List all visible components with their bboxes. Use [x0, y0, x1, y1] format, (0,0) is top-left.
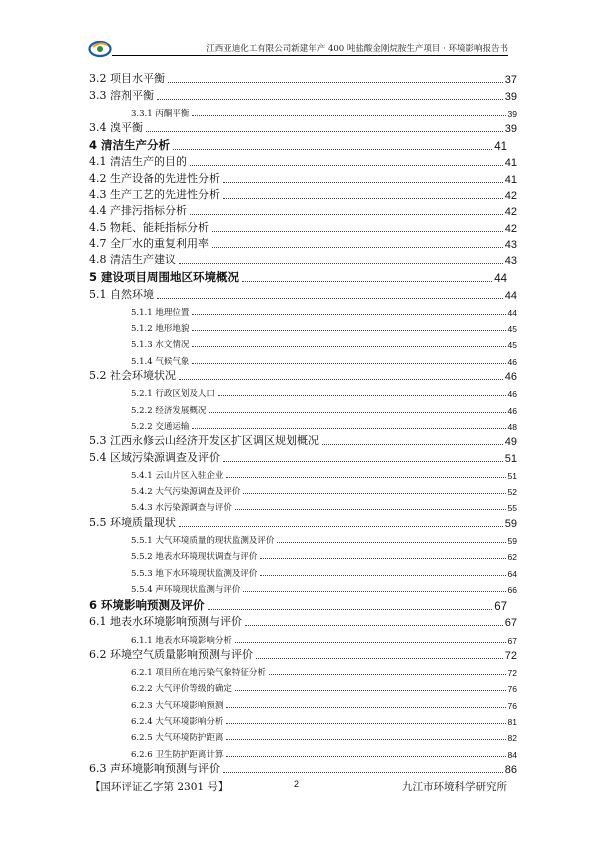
toc-entry-title: 4.2 生产设备的先进性分析 — [89, 171, 220, 185]
toc-entry[interactable] — [89, 103, 517, 119]
toc-entry-page: 72 — [504, 649, 517, 662]
toc-entry-title: 5.2.2 经济发展概况 — [131, 405, 207, 416]
toc-entry-page: 44 — [504, 289, 517, 302]
toc-entry-title: 6.2 环境空气质量影响预测与评价 — [89, 647, 253, 661]
toc-entry-title: 6.2.2 大气评价等级的确定 — [131, 684, 232, 695]
toc-entry-title: 5.1.2 地形地貌 — [131, 324, 190, 335]
toc-dot-leader — [223, 198, 503, 199]
toc-entry[interactable] — [89, 530, 517, 546]
header-title: 江西亚迪化工有限公司新建年产 400 吨盐酸金刚烷胺生产项目 · 环境影响报告书 — [206, 44, 508, 54]
toc-entry-title: 5 建设项目周围地区环境概况 — [89, 270, 240, 285]
toc-dot-leader — [192, 330, 505, 331]
toc-entry-title: 3.2 项目水平衡 — [89, 72, 165, 86]
toc-entry-title: 5.2.1 行政区划及人口 — [131, 389, 215, 400]
toc-entry-title: 5.5 环境质量现状 — [89, 515, 176, 529]
toc-entry[interactable] — [89, 235, 517, 251]
toc-dot-leader — [192, 363, 505, 364]
toc-entry-page: 44 — [494, 273, 507, 286]
toc-entry-title: 5.4.3 水污染源调查与评价 — [131, 503, 232, 514]
toc-entry[interactable] — [89, 318, 517, 334]
toc-entry-page: 42 — [504, 222, 517, 235]
toc-dot-leader — [157, 298, 503, 299]
toc-entry-page: 81 — [507, 716, 517, 727]
company-logo-icon — [88, 38, 112, 60]
toc-entry-title: 6.2.1 项目所在地污染气象特征分析 — [131, 668, 266, 679]
toc-entry[interactable] — [89, 302, 517, 318]
toc-entry-page: 55 — [507, 503, 517, 514]
toc-entry-page: 62 — [507, 552, 517, 563]
toc-entry-page: 41 — [504, 173, 517, 186]
toc-entry[interactable] — [89, 416, 517, 432]
toc-entry[interactable] — [89, 334, 517, 350]
toc-entry-page: 45 — [507, 340, 517, 351]
toc-entry[interactable] — [89, 86, 517, 102]
toc-dot-leader — [212, 247, 503, 248]
page-number: 2 — [294, 779, 300, 789]
toc-entry-title: 5.1.1 地理位置 — [131, 307, 190, 318]
toc-dot-leader — [269, 674, 506, 675]
toc-dot-leader — [277, 542, 505, 543]
toc-entry-title: 3.4 溴平衡 — [89, 121, 143, 135]
toc-entry[interactable] — [89, 432, 517, 448]
toc-entry-page: 42 — [504, 190, 517, 203]
toc-entry-page: 52 — [507, 487, 517, 498]
toc-entry-title: 4.8 清洁生产建议 — [89, 253, 176, 267]
toc-entry[interactable] — [89, 465, 517, 481]
toc-entry-page: 86 — [504, 763, 517, 776]
toc-entry-title: 4.3 生产工艺的先进性分析 — [89, 188, 220, 202]
toc-entry-page: 49 — [504, 436, 517, 449]
toc-entry[interactable] — [89, 481, 517, 497]
toc-entry-title: 5.4.2 大气污染源调查及评价 — [131, 487, 241, 498]
toc-entry-page: 46 — [507, 356, 517, 367]
toc-dot-leader — [190, 165, 503, 166]
toc-entry[interactable] — [89, 727, 517, 743]
page-header — [88, 38, 508, 60]
toc-entry-page: 43 — [504, 238, 517, 251]
toc-dot-leader — [235, 642, 506, 643]
toc-entry-title: 6.1 地表水环境影响预测与评价 — [89, 615, 242, 629]
toc-dot-leader — [322, 444, 503, 445]
toc-entry[interactable] — [89, 350, 517, 366]
toc-entry[interactable] — [89, 383, 517, 399]
toc-dot-leader — [226, 723, 505, 724]
toc-entry[interactable] — [89, 135, 517, 153]
toc-entry[interactable] — [89, 285, 517, 301]
toc-dot-leader — [179, 379, 503, 380]
toc-entry-title: 5.1 自然环境 — [89, 287, 154, 301]
toc-dot-leader — [235, 509, 506, 510]
toc-entry-page: 39 — [504, 90, 517, 103]
toc-dot-leader — [235, 690, 506, 691]
toc-entry[interactable] — [89, 613, 517, 629]
toc-dot-leader — [209, 412, 505, 413]
toc-dot-leader — [192, 314, 505, 315]
toc-entry-title: 5.5.2 地表水环境现状调查与评价 — [131, 552, 258, 563]
toc-dot-leader — [173, 149, 492, 150]
toc-entry[interactable] — [89, 70, 517, 86]
toc-dot-leader — [218, 395, 506, 396]
toc-entry-title: 4 清洁生产分析 — [89, 138, 171, 153]
toc-entry[interactable] — [89, 267, 517, 285]
toc-dot-leader — [260, 558, 505, 559]
toc-entry-title: 6.2.5 大气环境防护距离 — [131, 733, 224, 744]
toc-entry[interactable] — [89, 218, 517, 234]
toc-entry-title: 6.2.3 大气环境影响预测 — [131, 700, 224, 711]
toc-entry[interactable] — [89, 760, 517, 776]
toc-entry-page: 64 — [507, 568, 517, 579]
toc-entry[interactable] — [89, 251, 517, 267]
toc-entry[interactable] — [89, 119, 517, 135]
toc-dot-leader — [190, 214, 503, 215]
toc-entry-page: 59 — [504, 517, 517, 530]
toc-dot-leader — [212, 231, 503, 232]
toc-entry-page: 66 — [507, 584, 517, 595]
toc-entry[interactable] — [89, 399, 517, 415]
footer-certificate: 【国环评证乙字第 2301 号】 — [90, 781, 229, 793]
toc-dot-leader — [226, 739, 505, 740]
toc-entry-title: 4.4 产排污指标分析 — [89, 204, 187, 218]
toc-entry-page: 43 — [504, 255, 517, 268]
toc-entry-page: 76 — [507, 684, 517, 695]
toc-entry-title: 5.3 江西永修云山经济开发区扩区调区规划概况 — [89, 434, 319, 448]
toc-dot-leader — [223, 461, 503, 462]
toc-dot-leader — [157, 99, 503, 100]
toc-entry-page: 51 — [507, 470, 517, 481]
toc-entry[interactable] — [89, 646, 517, 662]
toc-entry[interactable] — [89, 562, 517, 578]
toc-entry[interactable] — [89, 367, 517, 383]
toc-entry-title: 5.1.3 水文情况 — [131, 340, 190, 351]
toc-dot-leader — [245, 625, 503, 626]
toc-entry-title: 4.7 全厂水的重复利用率 — [89, 236, 209, 250]
toc-entry-title: 4.1 清洁生产的目的 — [89, 155, 187, 169]
table-of-contents — [89, 70, 517, 776]
toc-entry-page: 42 — [504, 206, 517, 219]
header-divider — [112, 55, 508, 56]
toc-dot-leader — [192, 346, 505, 347]
toc-entry-title: 6 环境影响预测及评价 — [89, 597, 205, 612]
toc-dot-leader — [226, 477, 505, 478]
toc-entry[interactable] — [89, 694, 517, 710]
toc-entry-page: 45 — [507, 324, 517, 335]
toc-entry-page: 67 — [504, 617, 517, 630]
toc-entry[interactable] — [89, 448, 517, 464]
toc-entry[interactable] — [89, 662, 517, 678]
toc-dot-leader — [242, 281, 492, 282]
toc-entry[interactable] — [89, 513, 517, 529]
toc-entry-page: 46 — [507, 405, 517, 416]
toc-entry-title: 3.3.1 丙酮平衡 — [131, 108, 190, 119]
toc-entry[interactable] — [89, 678, 517, 694]
toc-dot-leader — [168, 82, 503, 83]
toc-entry[interactable] — [89, 711, 517, 727]
toc-entry-page: 51 — [504, 452, 517, 465]
toc-entry-page: 67 — [507, 635, 517, 646]
toc-entry[interactable] — [89, 497, 517, 513]
toc-entry-title: 6.3 声环境影响预测与评价 — [89, 761, 220, 775]
toc-entry[interactable] — [89, 186, 517, 202]
toc-entry[interactable] — [89, 202, 517, 218]
toc-entry-page: 39 — [504, 123, 517, 136]
toc-dot-leader — [208, 609, 493, 610]
toc-entry-page: 48 — [507, 421, 517, 432]
toc-entry[interactable] — [89, 153, 517, 169]
toc-dot-leader — [243, 493, 505, 494]
toc-entry-title: 6.2.6 卫生防护距离计算 — [131, 749, 224, 760]
toc-entry-page: 82 — [507, 733, 517, 744]
toc-entry-title: 4.5 物耗、能耗指标分析 — [89, 220, 209, 234]
toc-entry-title: 5.5.3 地下水环境现状监测及评价 — [131, 568, 258, 579]
toc-entry-title: 5.1.4 气候气象 — [131, 356, 190, 367]
toc-entry-title: 6.1.1 地表水环境影响分析 — [131, 635, 232, 646]
toc-entry-page: 41 — [504, 157, 517, 170]
toc-dot-leader — [260, 575, 505, 576]
toc-entry[interactable] — [89, 595, 517, 613]
toc-entry-page: 76 — [507, 700, 517, 711]
toc-entry-page: 67 — [494, 600, 507, 613]
toc-dot-leader — [179, 526, 503, 527]
toc-entry-page: 84 — [507, 749, 517, 760]
toc-entry[interactable] — [89, 629, 517, 645]
toc-entry-page: 39 — [507, 108, 517, 119]
toc-entry-title: 6.2.4 大气环境影响分析 — [131, 716, 224, 727]
toc-entry[interactable] — [89, 169, 517, 185]
toc-entry[interactable] — [89, 579, 517, 595]
toc-entry-title: 5.5.4 声环境现状监测与评价 — [131, 584, 241, 595]
toc-dot-leader — [192, 428, 505, 429]
toc-entry-title: 3.3 溶剂平衡 — [89, 88, 154, 102]
toc-dot-leader — [243, 591, 505, 592]
toc-dot-leader — [226, 756, 505, 757]
toc-entry-page: 41 — [494, 141, 507, 154]
toc-entry-title: 5.5.1 大气环境质量的现状监测及评价 — [131, 536, 275, 547]
toc-entry[interactable] — [89, 743, 517, 759]
toc-dot-leader — [179, 263, 503, 264]
toc-entry-page: 44 — [507, 307, 517, 318]
toc-entry-title: 5.4 区域污染源调查及评价 — [89, 450, 220, 464]
toc-dot-leader — [226, 707, 505, 708]
toc-entry-page: 37 — [504, 74, 517, 87]
toc-entry-title: 5.2.2 交通运输 — [131, 421, 190, 432]
toc-entry-page: 59 — [507, 536, 517, 547]
toc-entry-page: 46 — [507, 389, 517, 400]
footer-institute: 九江市环境科学研究所 — [402, 781, 507, 793]
toc-dot-leader — [192, 115, 505, 116]
toc-entry-page: 46 — [504, 371, 517, 384]
toc-dot-leader — [223, 772, 503, 773]
toc-entry-title: 5.4.1 云山片区入驻企业 — [131, 470, 224, 481]
toc-dot-leader — [223, 182, 503, 183]
toc-dot-leader — [146, 131, 503, 132]
toc-dot-leader — [256, 658, 503, 659]
toc-entry[interactable] — [89, 546, 517, 562]
toc-entry-title: 5.2 社会环境状况 — [89, 369, 176, 383]
toc-entry-page: 72 — [507, 668, 517, 679]
